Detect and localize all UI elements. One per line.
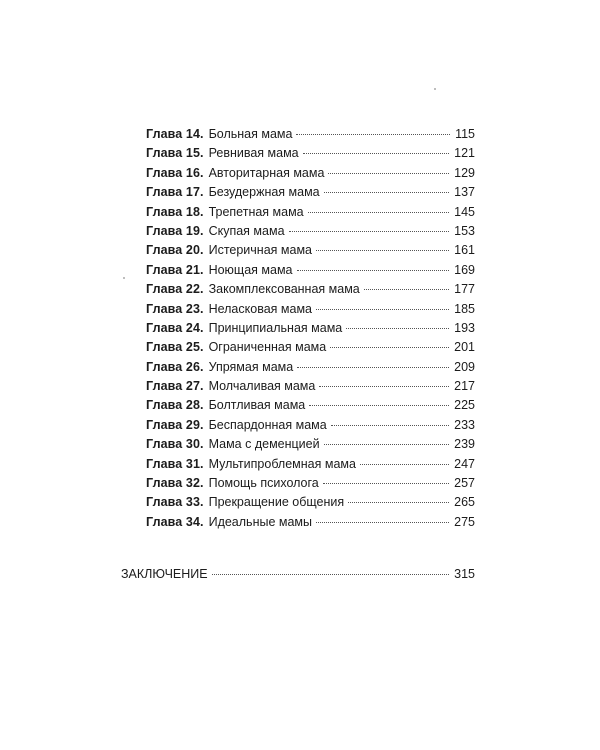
chapter-title: Прекращение общения — [208, 495, 345, 510]
chapter-label: Глава 20. — [146, 243, 204, 258]
dot-leader — [297, 270, 450, 271]
page-number: 209 — [454, 359, 475, 374]
toc-entry — [146, 280, 475, 299]
toc-entry — [146, 300, 475, 319]
dot-leader — [360, 464, 449, 465]
page-number: 137 — [454, 185, 475, 200]
toc-entry — [146, 338, 475, 357]
dot-leader — [319, 386, 449, 387]
chapter-title: Ограниченная мама — [208, 340, 327, 355]
toc-entry — [146, 435, 475, 454]
chapter-title: Неласковая мама — [208, 301, 312, 316]
page-number: 225 — [454, 398, 475, 413]
chapter-label: Глава 18. — [146, 204, 204, 219]
conclusion-title: ЗАКЛЮЧЕНИЕ — [121, 567, 208, 581]
table-of-contents — [146, 125, 475, 532]
chapter-label: Глава 33. — [146, 495, 204, 510]
scan-speck — [434, 88, 436, 90]
chapter-label: Глава 21. — [146, 262, 204, 277]
page-number: 153 — [454, 223, 475, 238]
chapter-label: Глава 16. — [146, 165, 204, 180]
dot-leader — [324, 192, 450, 193]
dot-leader — [316, 250, 449, 251]
dot-leader — [328, 173, 449, 174]
toc-entry — [146, 513, 475, 532]
chapter-label: Глава 25. — [146, 340, 204, 355]
chapter-label: Глава 23. — [146, 301, 204, 316]
chapter-label: Глава 34. — [146, 514, 204, 529]
toc-entry — [146, 164, 475, 183]
dot-leader — [324, 444, 450, 445]
page-number: 121 — [454, 146, 475, 161]
toc-entry — [146, 416, 475, 435]
dot-leader — [297, 367, 449, 368]
chapter-title: Помощь психолога — [208, 476, 319, 491]
chapter-label: Глава 14. — [146, 127, 204, 141]
chapter-title: Авторитарная мама — [208, 165, 325, 180]
dot-leader — [331, 425, 449, 426]
dot-leader — [308, 212, 450, 213]
page-number: 169 — [454, 262, 475, 277]
chapter-title: Мультипроблемная мама — [208, 456, 356, 471]
chapter-title: Больная мама — [208, 127, 293, 141]
chapter-title: Идеальные мамы — [208, 514, 313, 529]
dot-leader — [303, 153, 450, 154]
toc-entry — [146, 455, 475, 474]
toc-entry — [146, 125, 475, 144]
chapter-title: Ревнивая мама — [208, 146, 299, 161]
page-number: 275 — [454, 514, 475, 529]
toc-entry — [146, 222, 475, 241]
toc-entry — [146, 261, 475, 280]
toc-entry — [146, 183, 475, 202]
chapter-label: Глава 27. — [146, 379, 204, 394]
toc-entry — [146, 474, 475, 493]
chapter-title: Беспардонная мама — [208, 417, 327, 432]
chapter-title: Безудержная мама — [208, 185, 320, 200]
dot-leader — [330, 347, 449, 348]
chapter-title: Принципиальная мама — [208, 320, 343, 335]
dot-leader — [323, 483, 449, 484]
toc-entry — [146, 493, 475, 512]
chapter-label: Глава 17. — [146, 185, 204, 200]
toc-entry — [146, 319, 475, 338]
page-number: 247 — [454, 456, 475, 471]
toc-entry-conclusion — [121, 565, 475, 584]
chapter-label: Глава 32. — [146, 476, 204, 491]
chapter-title: Упрямая мама — [208, 359, 294, 374]
dot-leader — [309, 405, 449, 406]
chapter-title: Скупая мама — [208, 223, 285, 238]
page-number: 257 — [454, 476, 475, 491]
chapter-title: Трепетная мама — [208, 204, 304, 219]
page-number: 233 — [454, 417, 475, 432]
page-number: 145 — [454, 204, 475, 219]
dot-leader — [364, 289, 449, 290]
chapter-title: Молчаливая мама — [208, 379, 316, 394]
chapter-label: Глава 28. — [146, 398, 204, 413]
page-number: 177 — [454, 282, 475, 297]
dot-leader — [316, 309, 449, 310]
chapter-title: Болтливая мама — [208, 398, 306, 413]
chapter-label: Глава 19. — [146, 223, 204, 238]
page-number: 115 — [455, 127, 475, 141]
page-number: 161 — [454, 243, 475, 258]
chapter-title: Ноющая мама — [208, 262, 293, 277]
chapter-title: Мама с деменцией — [208, 437, 320, 452]
toc-entry — [146, 358, 475, 377]
toc-entry — [146, 241, 475, 260]
chapter-label: Глава 30. — [146, 437, 204, 452]
dot-leader — [212, 574, 450, 575]
page-number: 129 — [454, 165, 475, 180]
dot-leader — [289, 231, 450, 232]
toc-entry — [146, 377, 475, 396]
dot-leader — [346, 328, 449, 329]
chapter-label: Глава 24. — [146, 320, 204, 335]
chapter-title: Закомплексованная мама — [208, 282, 360, 297]
page-number: 315 — [454, 567, 475, 581]
toc-entry — [146, 144, 475, 163]
toc-entry — [146, 203, 475, 222]
scan-speck — [123, 277, 125, 279]
dot-leader — [348, 502, 449, 503]
dot-leader — [296, 134, 450, 135]
chapter-label: Глава 22. — [146, 282, 204, 297]
chapter-label: Глава 15. — [146, 146, 204, 161]
chapter-label: Глава 31. — [146, 456, 204, 471]
chapter-title: Истеричная мама — [208, 243, 312, 258]
chapter-label: Глава 29. — [146, 417, 204, 432]
toc-entry — [146, 396, 475, 415]
page-number: 185 — [454, 301, 475, 316]
dot-leader — [316, 522, 449, 523]
page-number: 201 — [454, 340, 475, 355]
page-number: 265 — [454, 495, 475, 510]
page-number: 239 — [454, 437, 475, 452]
page-number: 193 — [454, 320, 475, 335]
page-number: 217 — [454, 379, 475, 394]
chapter-label: Глава 26. — [146, 359, 204, 374]
